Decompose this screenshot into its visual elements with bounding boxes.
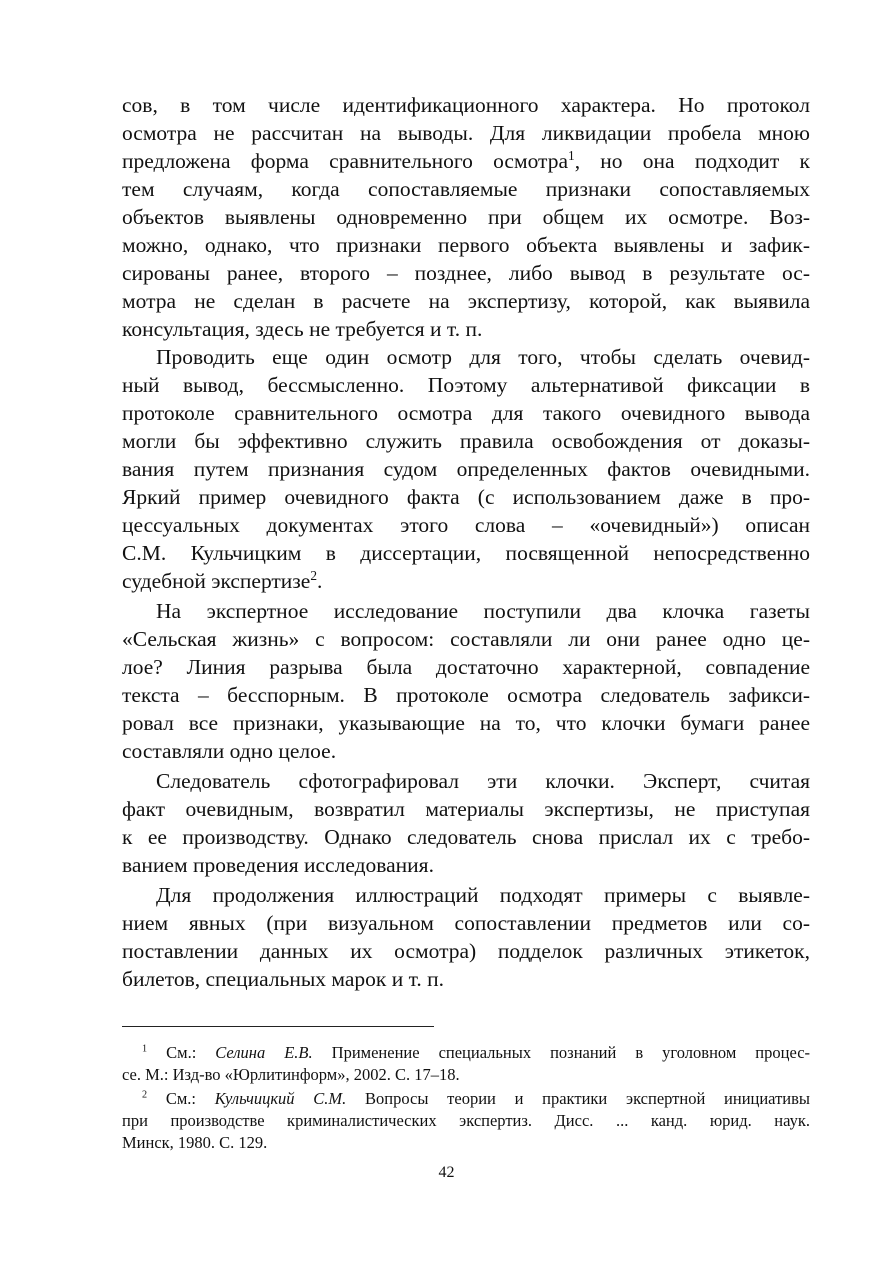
text-line: могли бы эффективно служить правила освобождения от доказы- <box>122 429 810 453</box>
text-line: Для продолжения иллюстраций подходят примеры с выявле- <box>156 883 810 907</box>
text-fragment: предложена форма сравнительного осмотра <box>122 149 569 173</box>
footnote-separator <box>122 1026 434 1027</box>
footnote-prefix: См.: <box>147 1089 215 1108</box>
footnote-mark: 2 <box>142 1089 148 1101</box>
text-line: «Сельская жизнь» с вопросом: составляли ли они ранее одно це- <box>122 627 810 651</box>
footnote-author: Кульчицкий С.М. <box>214 1089 347 1108</box>
text-line: объектов выявлены одновременно при общем их осмотре. Воз- <box>122 205 810 229</box>
text-line: мотра не сделан в расчете на экспертизу, которой, как выявила <box>122 289 810 313</box>
text-line: Проводить еще один осмотр для того, чтобы сделать очевид- <box>156 345 810 369</box>
text-line: Яркий пример очевидного факта (с использованием даже в про- <box>122 485 810 509</box>
text-line: сированы ранее, второго – позднее, либо вывод в результате ос- <box>122 261 810 285</box>
footnote-text: Вопросы теории и практики экспертной инициативы <box>346 1089 810 1108</box>
text-fragment: судебной экспертизе <box>122 569 311 593</box>
text-line: можно, однако, что признаки первого объекта выявлены и зафик- <box>122 233 810 257</box>
text-line: вания путем признания судом определенных фактов очевидными. <box>122 457 810 481</box>
text-line: лое? Линия разрыва была достаточно характерной, совпадение <box>122 655 810 679</box>
footnote-1-continued: се. М.: Изд-во «Юрлитинформ», 2002. С. 17–18. <box>122 1065 460 1084</box>
text-line: нием явных (при визуальном сопоставлении предметов или со- <box>122 911 810 935</box>
footnote-mark: 1 <box>142 1043 148 1055</box>
text-line: цессуальных документах этого слова – «очевидный») описан <box>122 513 810 537</box>
text-line: С.М. Кульчицким в диссертации, посвященной непосредственно <box>122 541 810 565</box>
text-line: осмотра не рассчитан на выводы. Для ликвидации пробела мною <box>122 121 810 145</box>
text-line: ровал все признаки, указывающие на то, что клочки бумаги ранее <box>122 711 810 735</box>
text-line: сов, в том числе идентификационного характера. Но протокол <box>122 93 810 117</box>
footnote-2 <box>142 1088 810 1110</box>
text-line: ный вывод, бессмысленно. Поэтому альтернативой фиксации в <box>122 373 810 397</box>
footnote-prefix: См.: <box>147 1043 216 1062</box>
text-line: составляли одно целое. <box>122 739 337 763</box>
footnote-2-continued: Минск, 1980. С. 129. <box>122 1133 268 1152</box>
text-line: тем случаям, когда сопоставляемые признаки сопоставляемых <box>122 177 810 201</box>
text-line: На экспертное исследование поступили два клочка газеты <box>156 599 810 623</box>
page-number: 42 <box>438 1164 455 1181</box>
footnote-1 <box>142 1042 810 1064</box>
footnote-ref-2: 2 <box>310 567 318 583</box>
footnote-2-continued: при производстве криминалистических экспертиз. Дисс. ... канд. юрид. наук. <box>122 1111 810 1130</box>
footnote-ref-1: 1 <box>568 147 575 163</box>
text-fragment: . <box>317 569 323 593</box>
text-line: билетов, специальных марок и т. п. <box>122 967 445 991</box>
text-line <box>122 147 810 175</box>
text-line: ванием проведения исследования. <box>122 853 434 877</box>
footnote-text: Применение специальных познаний в уголовном процес- <box>312 1043 811 1062</box>
text-line: консультация, здесь не требуется и т. п. <box>122 317 483 341</box>
text-line <box>122 567 810 595</box>
footnote-author: Селина Е.В. <box>215 1043 313 1062</box>
text-fragment: , но она подходит к <box>574 149 811 173</box>
text-line: текста – бесспорным. В протоколе осмотра следователь зафикси- <box>122 683 810 707</box>
text-line: к ее производству. Однако следователь снова прислал их с требо- <box>122 825 810 849</box>
text-line: протоколе сравнительного осмотра для такого очевидного вывода <box>122 401 810 425</box>
text-line: факт очевидным, возвратил материалы экспертизы, не приступая <box>122 797 810 821</box>
text-line: Следователь сфотографировал эти клочки. Эксперт, считая <box>156 769 810 793</box>
text-line: поставлении данных их осмотра) подделок различных этикеток, <box>122 939 810 963</box>
